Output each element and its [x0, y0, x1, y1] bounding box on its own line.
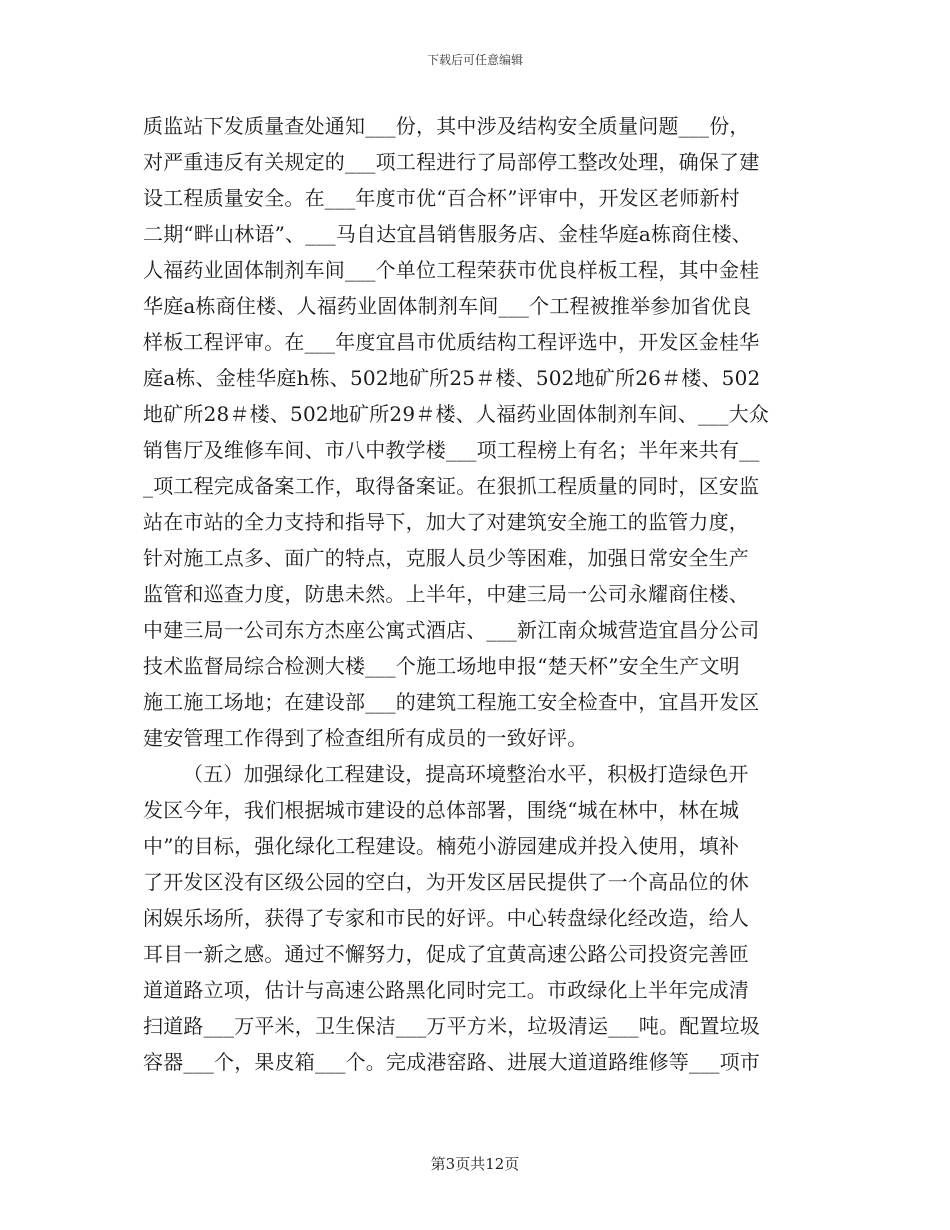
- text-line: 对严重违反有关规定的___项工程进行了局部停工整改处理，确保了建: [143, 150, 760, 174]
- text-line: 中”的目标，强化绿化工程建设。楠苑小游园建成并投入使用，填补: [143, 834, 740, 858]
- text-line: 了开发区没有区级公园的空白，为开发区居民提供了一个高品位的休: [143, 870, 749, 894]
- text-line: 发区今年，我们根据城市建设的总体部署，围绕“城在林中，林在城: [143, 798, 740, 822]
- text-line: 道道路立项，估计与高速公路黑化同时完工。市政绿化上半年完成清: [143, 978, 749, 1002]
- text-line: 二期“畔山林语”、___马自达宜昌销售服务店、金桂华庭a栋商住楼、: [143, 222, 752, 246]
- text-line: 人福药业固体制剂车间___个单位工程荣获市优良样板工程，其中金桂: [143, 258, 760, 282]
- text-line: 设工程质量安全。在___年度市优“百合杯”评审中，开发区老师新村: [143, 186, 740, 210]
- document-body: [143, 108, 815, 1080]
- section-heading-line: （五）加强绿化工程建设，提高环境整治水平，积极打造绿色开: [183, 762, 749, 786]
- text-line: 质监站下发质量查处通知___份，其中涉及结构安全质量问题___份，: [143, 114, 750, 138]
- text-line: 针对施工点多、面广的特点，克服人员少等困难，加强日常安全生产: [143, 546, 749, 570]
- text-line: 地矿所28＃楼、502地矿所29＃楼、人福药业固体制剂车间、___大众: [143, 402, 770, 426]
- text-line: 中建三局一公司东方杰座公寓式酒店、___新江南众城营造宜昌分公司: [143, 618, 760, 642]
- text-line: 华庭a栋商住楼、人福药业固体制剂车间___个工程被推举参加省优良: [143, 294, 752, 318]
- text-line: 销售厅及维修车间、市八中教学楼___项工程榜上有名；半年来共有__: [143, 438, 760, 462]
- text-line: 耳目一新之感。通过不懈努力，促成了宜黄高速公路公司投资完善匝: [143, 942, 749, 966]
- page-number: 第3页共12页: [430, 1155, 520, 1173]
- page-header-note: 下载后可任意编辑: [426, 53, 523, 67]
- text-line: 技术监督局综合检测大楼___个施工场地申报“楚天杯”安全生产文明: [143, 654, 740, 678]
- text-line: 建安管理工作得到了检查组所有成员的一致好评。: [143, 726, 588, 750]
- text-line: 施工施工场地；在建设部___的建筑工程施工安全检查中，宜昌开发区: [143, 690, 760, 714]
- text-line: 扫道路___万平米，卫生保洁___万平方米，垃圾清运___吨。配置垃圾: [143, 1014, 760, 1038]
- text-line: 样板工程评审。在___年度宜昌市优质结构工程评选中，开发区金桂华: [143, 330, 760, 354]
- text-line: _项工程完成备案工作，取得备案证。在狠抓工程质量的同时，区安监: [143, 474, 760, 498]
- text-line: 监管和巡查力度，防患未然。上半年，中建三局一公司永耀商住楼、: [143, 582, 749, 606]
- text-line: 闲娱乐场所，获得了专家和市民的好评。中心转盘绿化经改造，给人: [143, 906, 749, 930]
- text-line: 站在市站的全力支持和指导下，加大了对建筑安全施工的监管力度，: [143, 510, 749, 534]
- text-line: 庭a栋、金桂华庭h栋、502地矿所25＃楼、502地矿所26＃楼、502: [143, 366, 761, 390]
- text-line: 容器___个，果皮箱___个。完成港窑路、进展大道道路维修等___项市: [143, 1050, 760, 1074]
